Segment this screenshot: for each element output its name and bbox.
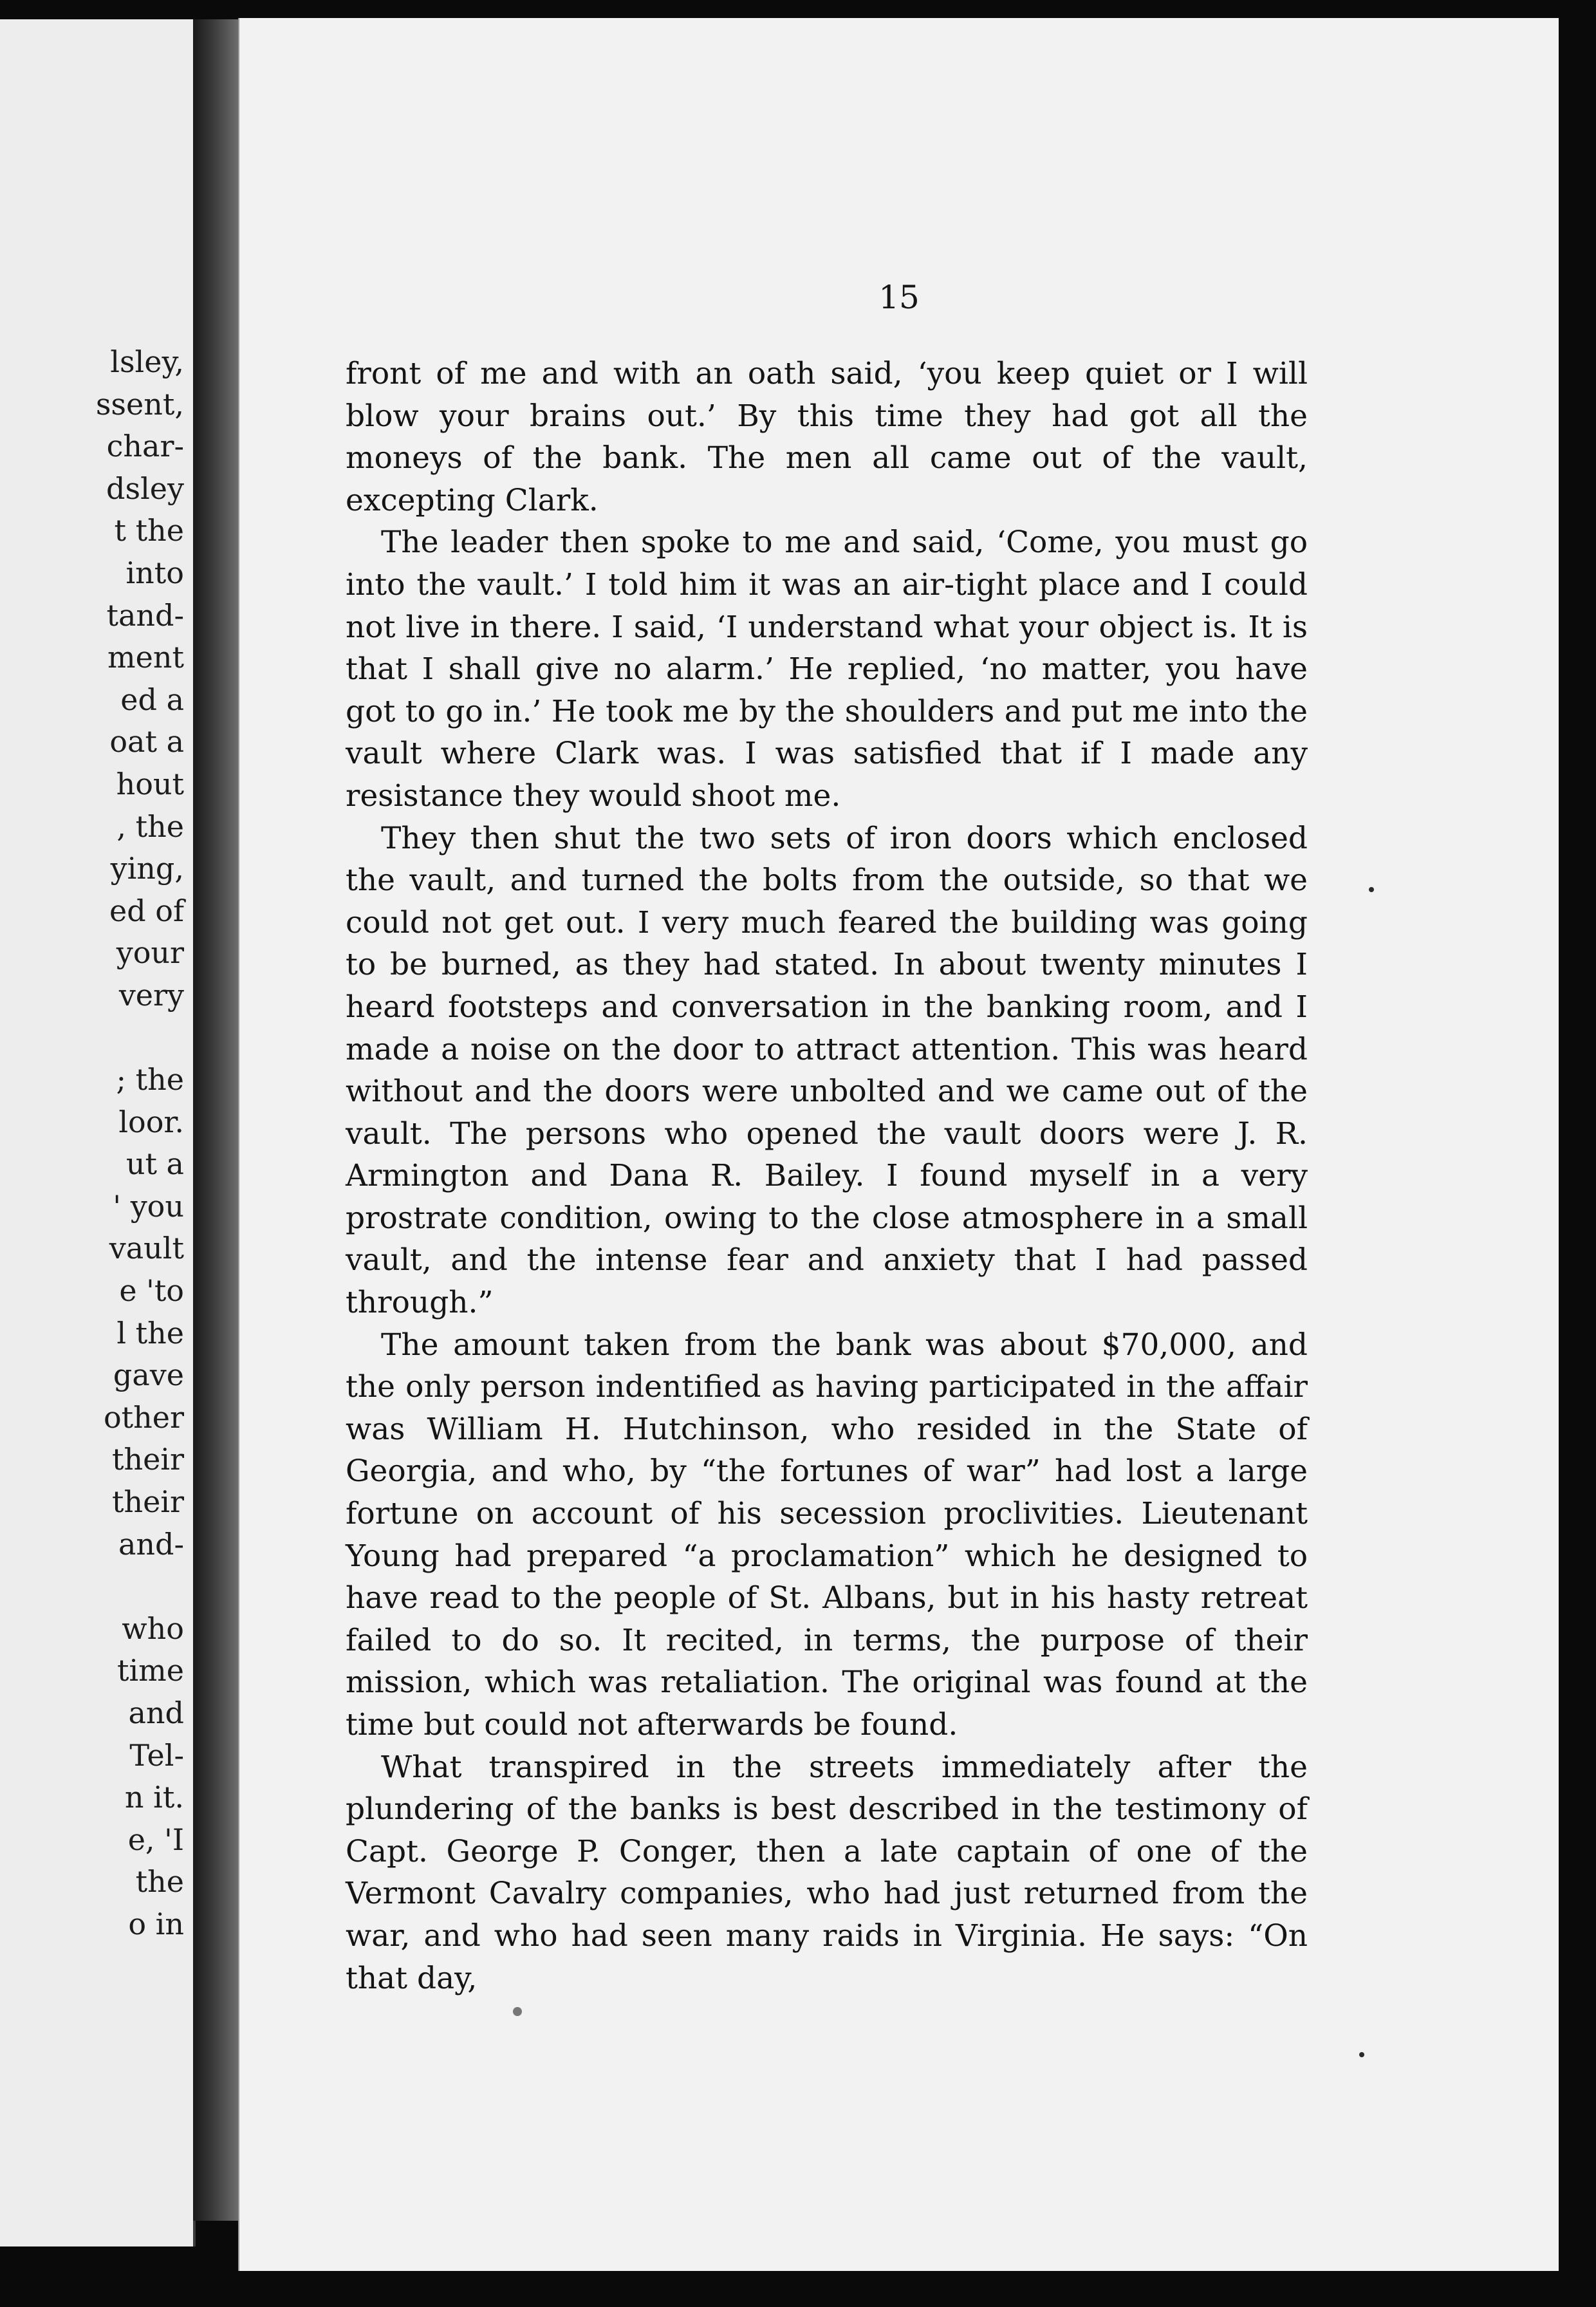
left-page-fragment: very xyxy=(118,977,184,1013)
paper-speck xyxy=(1359,2052,1364,2057)
left-page-fragment: l the xyxy=(116,1315,184,1350)
left-page-fragment: dsley xyxy=(106,471,184,506)
page-number: 15 xyxy=(878,279,920,316)
left-page-fragment: tand- xyxy=(106,597,184,633)
paragraph-1: front of me and with an oath said, ‘you keep quiet or I will blow your brains out.’ By this time they had got all the moneys of the bank. The men all came out of the vault, excepting Clark. xyxy=(346,356,1308,518)
left-page-fragment: their xyxy=(111,1484,184,1520)
left-facing-page xyxy=(0,19,196,2246)
left-page-fragment: loor. xyxy=(118,1104,184,1139)
left-page-fragment: n it. xyxy=(124,1780,184,1815)
left-page-fragment: Tel- xyxy=(129,1737,184,1773)
left-page-fragment: lsley, xyxy=(110,344,184,379)
left-page-fragment: ut a xyxy=(125,1146,184,1182)
body-text xyxy=(346,353,1308,1999)
left-page-fragment: gave xyxy=(113,1358,184,1393)
left-page-fragment: oat a xyxy=(109,724,184,760)
left-page-text-fragments xyxy=(36,341,184,1946)
left-page-fragment: the xyxy=(135,1864,184,1900)
left-page-fragment: ssent, xyxy=(95,386,184,422)
left-page-fragment: and xyxy=(128,1695,184,1730)
left-page-fragment: your xyxy=(116,935,184,971)
left-page-fragment: ; the xyxy=(116,1062,184,1097)
paper-speck xyxy=(1369,887,1374,892)
left-page-fragment: ' you xyxy=(113,1188,184,1224)
left-page-fragment: o in xyxy=(128,1906,184,1941)
left-page-fragment: e, 'I xyxy=(127,1822,184,1857)
left-page-fragment: hout xyxy=(116,766,184,801)
left-page-fragment: ed of xyxy=(109,893,184,928)
left-page-fragment: , the xyxy=(116,808,184,844)
main-page xyxy=(238,18,1559,2271)
left-page-fragment xyxy=(36,1565,184,1608)
left-page-fragment: who xyxy=(122,1611,184,1646)
paragraph-4: The amount taken from the bank was about $70,000, and the only person indentified as having participated in the affair was William H. Hutchinson, who resided in the State of Georgia, and who, by “the fortunes of war” had lost a large fortune on account of his secession proclivities. Lieutenant Young had prepared “a proclamation” which he designed to have read to the people of St. Albans, but in his hasty retreat failed to do so. It recited, in terms, the purpose of their mission, which was retaliation. The original was found at the time but could not afterwards be found. xyxy=(346,1327,1308,1742)
left-page-fragment xyxy=(36,1017,184,1060)
left-page-fragment: ed a xyxy=(120,682,184,717)
paragraph-2: The leader then spoke to me and said, ‘Come, you must go into the vault.’ I told him it was an air-tight place and I could not live in there. I said, ‘I understand what your object is. It is that I shall give no alarm.’ He replied, ‘no matter, you have got to go in.’ He took me by the shoulders and put me into the vault where Clark was. I was satisfied that if I made any resistance they would shoot me. xyxy=(346,525,1308,814)
left-page-fragment: char- xyxy=(106,429,184,464)
left-page-fragment: into xyxy=(125,555,184,590)
left-page-fragment: vault xyxy=(109,1231,184,1266)
book-gutter xyxy=(193,19,238,2221)
left-page-fragment: and- xyxy=(118,1526,184,1562)
paragraph-5: What transpired in the streets immediately after the plundering of the banks is best described in the testimony of Capt. George P. Conger, then a late captain of one of the Vermont Cavalry companies, who had just returned from the war, and who had seen many raids in Virginia. He says: “On that day, xyxy=(346,1749,1308,1996)
paragraph-3: They then shut the two sets of iron doors which enclosed the vault, and turned the bolts from the outside, so that we could not get out. I very much feared the building was going to be burned, as they had stated. In about twenty minutes I heard footsteps and conversation in the banking room, and I made a noise on the door to attract attention. This was heard without and the doors were unbolted and we came out of the vault. The persons who opened the vault doors were J. R. Armington and Dana R. Bailey. I found myself in a very prostrate condition, owing to the close atmosphere in a small vault, and the intense fear and anxiety that I had passed through.” xyxy=(346,820,1308,1321)
paper-speck xyxy=(513,2007,522,2016)
left-page-fragment: other xyxy=(103,1399,184,1435)
left-page-fragment: time xyxy=(116,1653,184,1688)
left-page-fragment: t the xyxy=(114,513,184,548)
left-page-fragment: e 'to xyxy=(119,1273,184,1309)
left-page-fragment: ment xyxy=(107,640,184,675)
left-page-fragment: their xyxy=(111,1442,184,1477)
left-page-fragment: ying, xyxy=(110,851,184,886)
